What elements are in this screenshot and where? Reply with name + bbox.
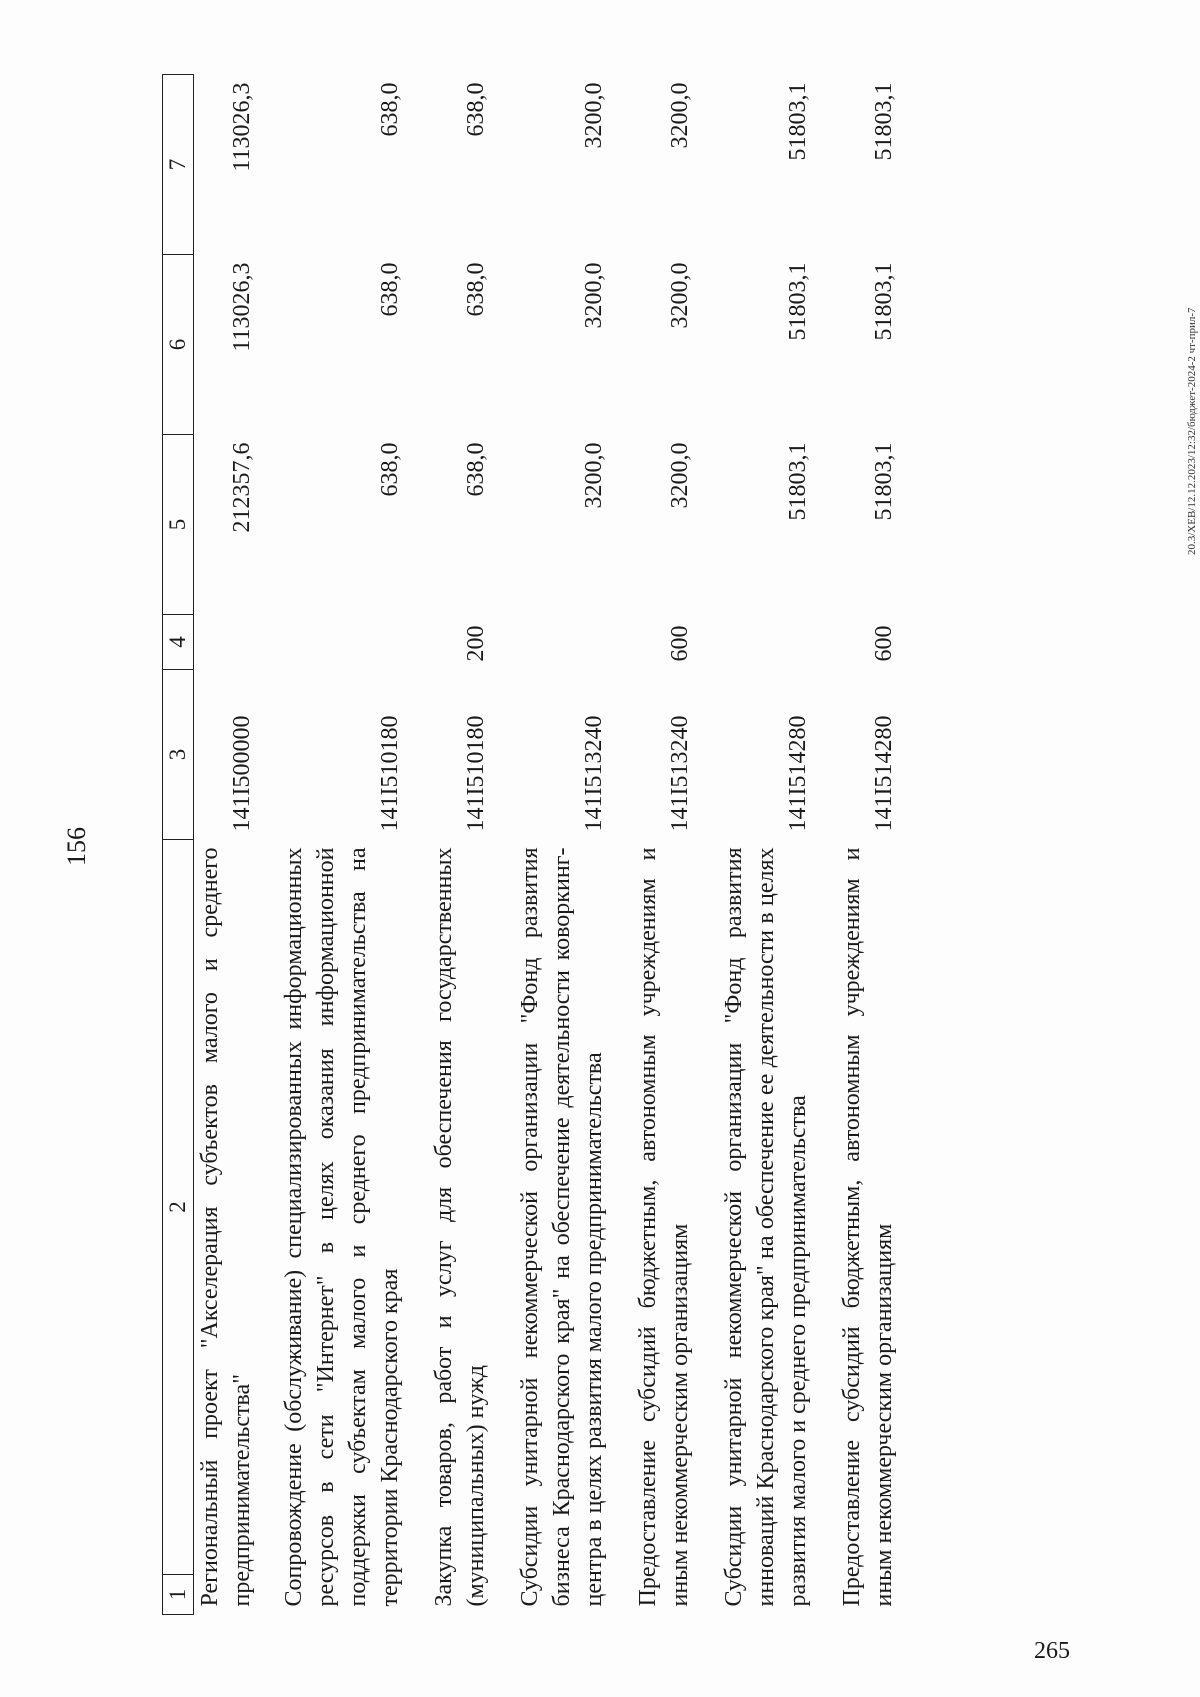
row-vr: 600: [667, 625, 693, 662]
row-value-5: 638,0: [377, 442, 403, 497]
table-row: [194, 75, 279, 1615]
sheet-number: 265: [1034, 1638, 1070, 1664]
row-name: Субсидии унитарной некоммерческой организации "Фонд развития бизнеса Краснодарского края" на обеспечение деятельности коворкинг-центра в целях развития малого предпринимательства: [517, 847, 607, 1607]
row-value-6: 3200,0: [667, 262, 693, 329]
row-code: 141I500000: [229, 715, 255, 832]
row-name: Субсидии унитарной некоммерческой организации "Фонд развития инноваций Краснодарского края" на обеспечение ее деятельности в целях развития малого и среднего предпринимательства: [721, 847, 811, 1607]
row-code: 141I513240: [581, 715, 607, 832]
col-header-6: 6: [163, 255, 194, 435]
row-value-5: 51803,1: [871, 442, 897, 521]
row-code: 141I510180: [377, 715, 403, 832]
row-value-7: 638,0: [463, 82, 489, 137]
col-header-7: 7: [163, 75, 194, 255]
col-header-5: 5: [163, 435, 194, 615]
row-code: 141I513240: [667, 715, 693, 832]
footer-reference: 20.3/XEB/12.12.2023/12:32/бюджет-2024-2 чт-прил-7: [1186, 307, 1198, 555]
row-vr: [278, 615, 428, 670]
table-row: [514, 75, 632, 1615]
page-number: 156: [62, 827, 91, 866]
header-row: [163, 75, 194, 1615]
row-code: 141I514280: [871, 715, 897, 832]
table-row: [632, 75, 718, 1615]
row-value-5: 3200,0: [581, 442, 607, 509]
row-value-6: 638,0: [463, 262, 489, 317]
row-name: Закупка товаров, работ и услуг для обеспечения государственных (муниципальных) нужд: [431, 847, 489, 1607]
rotated-page: [62, 75, 1198, 1615]
row-value-5: 212357,6: [229, 442, 255, 533]
row-name: Предоставление субсидий бюджетным, автономным учреждениям и иным некоммерческим организациям: [635, 847, 693, 1607]
row-vr: [514, 615, 632, 670]
row-value-7: 51803,1: [785, 82, 811, 161]
row-value-7: 638,0: [377, 82, 403, 137]
row-name: Сопровождение (обслуживание) специализированных информационных ресурсов в сети "Интернет" в целях оказания информационной поддержки субъектам малого и среднего предпринимательства на территории Краснодарского края: [281, 847, 403, 1607]
table-row: [428, 75, 514, 1615]
row-value-6: 113026,3: [229, 262, 255, 352]
budget-table: [162, 74, 922, 1615]
col-header-1: 1: [163, 1575, 194, 1615]
row-vr: 600: [871, 625, 897, 662]
row-value-5: 638,0: [463, 442, 489, 497]
row-vr: [718, 615, 836, 670]
row-code: 141I510180: [463, 715, 489, 832]
row-name: Предоставление субсидий бюджетным, автономным учреждениям и иным некоммерческим организациям: [839, 847, 897, 1607]
col-header-2: 2: [163, 840, 194, 1575]
row-vr: [194, 615, 279, 670]
row-code: 141I514280: [785, 715, 811, 832]
col-header-3: 3: [163, 670, 194, 840]
row-value-5: 3200,0: [667, 442, 693, 509]
table-row: [278, 75, 428, 1615]
row-value-6: 638,0: [377, 262, 403, 317]
col-header-4: 4: [163, 615, 194, 670]
row-value-7: 3200,0: [581, 82, 607, 149]
row-value-5: 51803,1: [785, 442, 811, 521]
row-vr: 200: [463, 625, 489, 662]
row-value-7: 113026,3: [229, 82, 255, 172]
row-value-6: 3200,0: [581, 262, 607, 329]
row-name: Региональный проект "Акселерация субъектов малого и среднего предпринимательства": [197, 847, 255, 1607]
table-row: [718, 75, 836, 1615]
row-value-6: 51803,1: [785, 262, 811, 341]
row-value-6: 51803,1: [871, 262, 897, 341]
row-value-7: 51803,1: [871, 82, 897, 161]
row-value-7: 3200,0: [667, 82, 693, 149]
table-row: [836, 75, 922, 1615]
